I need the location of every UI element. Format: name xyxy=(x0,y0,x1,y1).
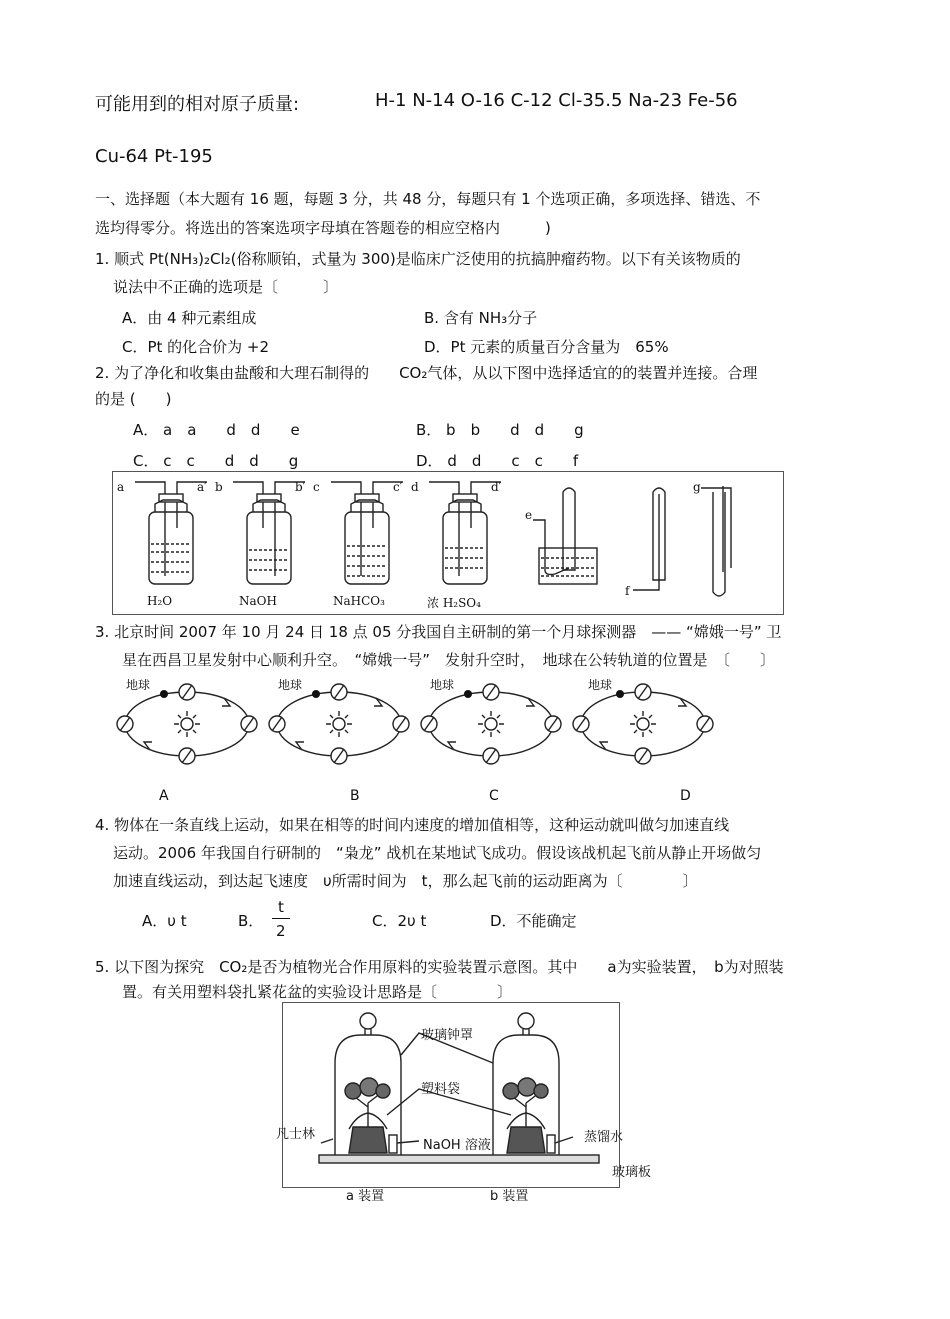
q3-option-a: A xyxy=(159,788,169,804)
q4-stem-line1: 4. 物体在一条直线上运动，如果在相等的时间内速度的增加值相等，这种运动就叫做匀加速直线 xyxy=(95,816,730,834)
q4-option-a: A．υ t xyxy=(142,912,187,930)
q3-option-b: B xyxy=(350,788,360,804)
vaseline-label: 凡士林 xyxy=(276,1127,316,1142)
q4-fraction-bar xyxy=(272,918,290,919)
bottle-4-reagent: 浓 H₂SO₄ xyxy=(427,596,481,610)
atomic-mass-label: 可能用到的相对原子质量: xyxy=(95,94,300,115)
bottle-4-outlet-label: d′ xyxy=(491,480,502,494)
bottle-3-reagent: NaHCO₃ xyxy=(333,594,385,608)
q1-option-c: C．Pt 的化合价为 +2 xyxy=(122,338,270,356)
photosynthesis-apparatus-figure xyxy=(282,1002,620,1188)
bottle-2-reagent: NaOH xyxy=(239,594,277,608)
gas-apparatus-figure xyxy=(112,471,784,615)
plastic-bag-label: 塑料袋 xyxy=(421,1082,461,1097)
q4-fraction-numerator: t xyxy=(278,898,284,916)
downward-tube-g xyxy=(701,486,731,596)
bell-jar-b xyxy=(493,1013,559,1155)
q1-stem-line1: 1. 顺式 Pt(NH₃)₂Cl₂(俗称顺铂，式量为 300)是临床广泛使用的抗搞肿瘤药物。以下有关该物质的 xyxy=(95,250,741,268)
q4-option-c: C．2υ t xyxy=(372,912,427,930)
q2-option-d: D． d d c c f xyxy=(416,452,579,470)
tube-g-label: g xyxy=(693,480,701,494)
wash-bottle-1 xyxy=(135,482,207,584)
earth-label-b: 地球 xyxy=(278,678,303,692)
bottle-2-inlet-label: b xyxy=(215,480,223,494)
water-trough-collector xyxy=(533,488,597,584)
upward-tube-f xyxy=(633,488,665,590)
wash-bottle-4 xyxy=(429,482,501,584)
bell-jar-a xyxy=(335,1013,401,1155)
gas-apparatus-drawing xyxy=(113,472,783,614)
earth-orbit-figures xyxy=(112,676,732,776)
wash-bottle-3 xyxy=(331,482,403,584)
q2-option-b: B． b b d d g xyxy=(416,421,584,439)
bottle-2-outlet-label: b′ xyxy=(295,480,306,494)
bottle-4-inlet-label: d xyxy=(411,480,419,494)
naoh-solution-label: NaOH 溶液 xyxy=(423,1138,491,1153)
q4-option-b: B． xyxy=(238,912,264,930)
q2-option-a: A． a a d d e xyxy=(133,421,300,439)
q1-option-b: B. 含有 NH₃分子 xyxy=(424,309,538,327)
q3-option-c: C xyxy=(489,788,499,804)
bottle-1-reagent: H₂O xyxy=(147,594,173,608)
q5-stem-line2: 置。有关用塑料袋扎紧花盆的实验设计思路是〔 〕 xyxy=(122,983,513,1001)
earth-label-d: 地球 xyxy=(588,678,613,692)
q5-stem-line1: 5. 以下图为探究 CO₂是否为植物光合作用原料的实验装置示意图。其中 a为实验装置， b为对照装 xyxy=(95,958,784,976)
section-intro-line2: 选均得零分。将选出的答案选项字母填在答题卷的相应空格内 ) xyxy=(95,219,551,237)
atomic-mass-values-2: Cu-64 Pt-195 xyxy=(95,146,213,167)
section-intro-line1: 一、选择题（本大题有 16 题，每题 3 分，共 48 分，每题只有 1 个选项正确，多项选择、错选、不 xyxy=(95,190,761,208)
tube-e-label: e xyxy=(525,508,533,522)
earth-label-c: 地球 xyxy=(430,678,455,692)
q4-stem-line2: 运动。2006 年我国自行研制的 “枭龙” 战机在某地试飞成功。假设该战机起飞前从静止开场做匀 xyxy=(113,844,762,862)
glass-plate-label: 玻璃板 xyxy=(612,1165,652,1180)
q1-option-d: D．Pt 元素的质量百分含量为 65% xyxy=(424,338,669,356)
q2-stem-line1: 2. 为了净化和收集由盐酸和大理石制得的 CO₂气体，从以下图中选择适宜的的装置并连接。合理 xyxy=(95,364,758,382)
orbit-diagrams xyxy=(112,676,732,776)
q1-stem-line2: 说法中不正确的选项是〔 〕 xyxy=(113,278,339,296)
q2-option-c: C． c c d d g xyxy=(133,452,299,470)
tube-f-label: f xyxy=(625,584,630,598)
wash-bottle-2 xyxy=(233,482,305,584)
q4-option-d: D．不能确定 xyxy=(490,912,577,930)
q3-stem-line1: 3. 北京时间 2007 年 10 月 24 日 18 点 05 分我国自主研制的第一个月球探测器 —— “嫦娥一号” 卫 xyxy=(95,623,782,641)
distilled-water-label: 蒸馏水 xyxy=(584,1130,624,1145)
bottle-3-outlet-label: c′ xyxy=(393,480,403,494)
q4-stem-line3: 加速直线运动，到达起飞速度 υ所需时间为 t，那么起飞前的运动距离为〔 〕 xyxy=(113,872,698,890)
atomic-mass-values: H-1 N-14 O-16 C-12 Cl-35.5 Na-23 Fe-56 xyxy=(375,90,738,111)
bottle-1-outlet-label: a′ xyxy=(197,480,207,494)
q4-fraction-denominator: 2 xyxy=(276,922,286,940)
q1-option-a: A．由 4 种元素组成 xyxy=(122,309,257,327)
q3-option-d: D xyxy=(680,788,691,804)
bottle-1-inlet-label: a xyxy=(117,480,125,494)
device-a-label: a 装置 xyxy=(346,1189,385,1204)
device-b-label: b 装置 xyxy=(490,1189,529,1204)
earth-label-a: 地球 xyxy=(126,678,151,692)
bell-jar-label: 玻璃钟罩 xyxy=(421,1028,474,1043)
q2-stem-line2: 的是 ( ) xyxy=(95,390,172,408)
q3-stem-line2: 星在西昌卫星发射中心顺利升空。 “嫦娥一号” 发射升空时， 地球在公转轨道的位置是 〔 〕 xyxy=(122,651,776,669)
bottle-3-inlet-label: c xyxy=(313,480,320,494)
